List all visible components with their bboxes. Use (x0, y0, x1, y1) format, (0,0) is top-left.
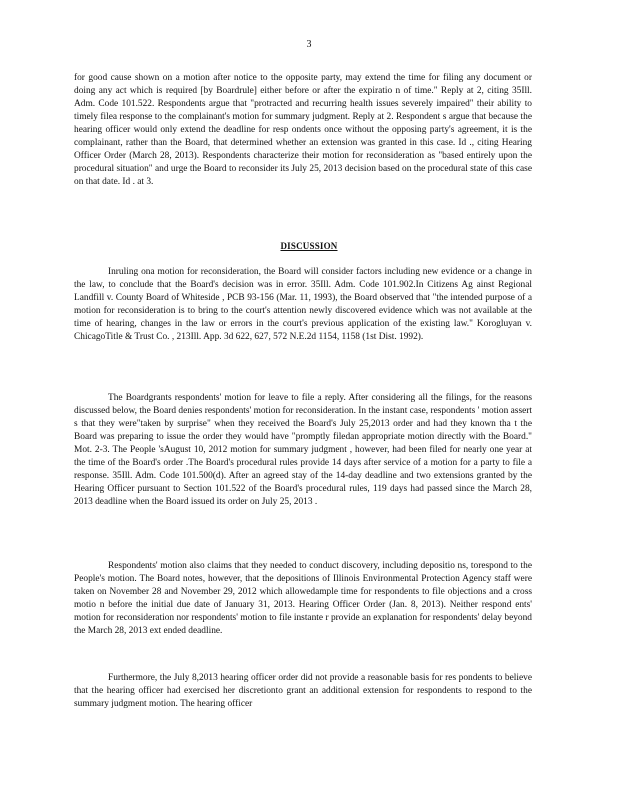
paragraph-board-ruling: The Boardgrants respondents' motion for leave to file a reply. After considering all the filings, for the reasons discussed below, the Board denies respondents' motion for reconsideration. In the instant case, respondents ' motion assert s that they were"taken by surprise" when they received the Board's July 25,2013 order and had they known tha t the Board was preparing to issue the order they would have "promptly filedan appropriate motion directly with the Board." Mot. 2-3. The People 'sAugust 10, 2012 motion for summary judgment , however, had been filed for nearly one year at the time of the Board's order .The Board's procedural rules provide 14 days after service of a motion for a party to file a response. 35Ill. Adm. Code 101.500(d). After an agreed stay of the 14-day deadline and two extensions granted by the Hearing Officer pursuant to Section 101.522 of the Board's procedural rules, 119 days had passed since the March 28, 2013 deadline when the Board issued its order on July 25, 2013 . (74, 393, 532, 507)
paragraph-reply-summary: for good cause shown on a motion after notice to the opposite party, may extend the time for filing any document or doing any act which is required [by Boardrule] either before or after the expiratio n of time." Reply at 2, citing 35Ill. Adm. Code 101.522. Respondents argue that "protracted and recurring health issues severely impaired" their ability to timely filea response to the complainant's motion for summary judgment. Reply at 2. Respondent s argue that because the hearing officer would only extend the deadline for resp ondents once without the opposing party's agreement, it is the complainant, rather than the Board, that determined whether an extension was granted in this case. Id ., citing Hearing Officer Order (March 28, 2013). Respondents characterize their motion for reconsideration as "based entirely upon the procedural situation" and urge the Board to reconsider its July 25, 2013 decision based on the procedural state of this case on that date. Id . at 3. (74, 73, 532, 187)
paragraph-reconsideration-standard: Inruling ona motion for reconsideration, the Board will consider factors including new evidence or a change in the law, to conclude that the Board's decision was in error. 35Ill. Adm. Code 101.902.In Citizens Ag ainst Regional Landfill v. County Board of Whiteside , PCB 93-156 (Mar. 11, 1993), the Board observed that "the intended purpose of a motion for reconsideration is to bring to the court's attention newly discovered evidence which was not available at the time of hearing, changes in the law or errors in the court's previous application of the existing law." Korogluyan v. ChicagoTitle & Trust Co. , 213Ill. App. 3d 622, 627, 572 N.E.2d 1154, 1158 (1st Dist. 1992). (74, 267, 532, 342)
paragraph-hearing-officer-order: Furthermore, the July 8,2013 hearing officer order did not provide a reasonable basis for res pondents to believe that the hearing officer had exercised her discretionto grant an additional extension for respondents to respond to the summary judgment motion. The hearing officer (74, 673, 532, 709)
page-number: 3 (306, 39, 312, 50)
section-heading: DISCUSSION (280, 241, 338, 251)
paragraph-discovery-claim: Respondents' motion also claims that they needed to conduct discovery, including depositio ns, torespond to the People's motion. The Board notes, however, that the depositions of Illinois Environmental Protection Agency staff were taken on November 28 and November 29, 2012 which allowedample time for respondents to file objections and a cross motio n before the initial due date of January 31, 2013. Hearing Officer Order (Jan. 8, 2013). Neither respond ents' motion for reconsideration nor respondents' motion to file instante r provide an explanation for respondents' delay beyond the March 28, 2013 ext ended deadline. (74, 561, 532, 636)
